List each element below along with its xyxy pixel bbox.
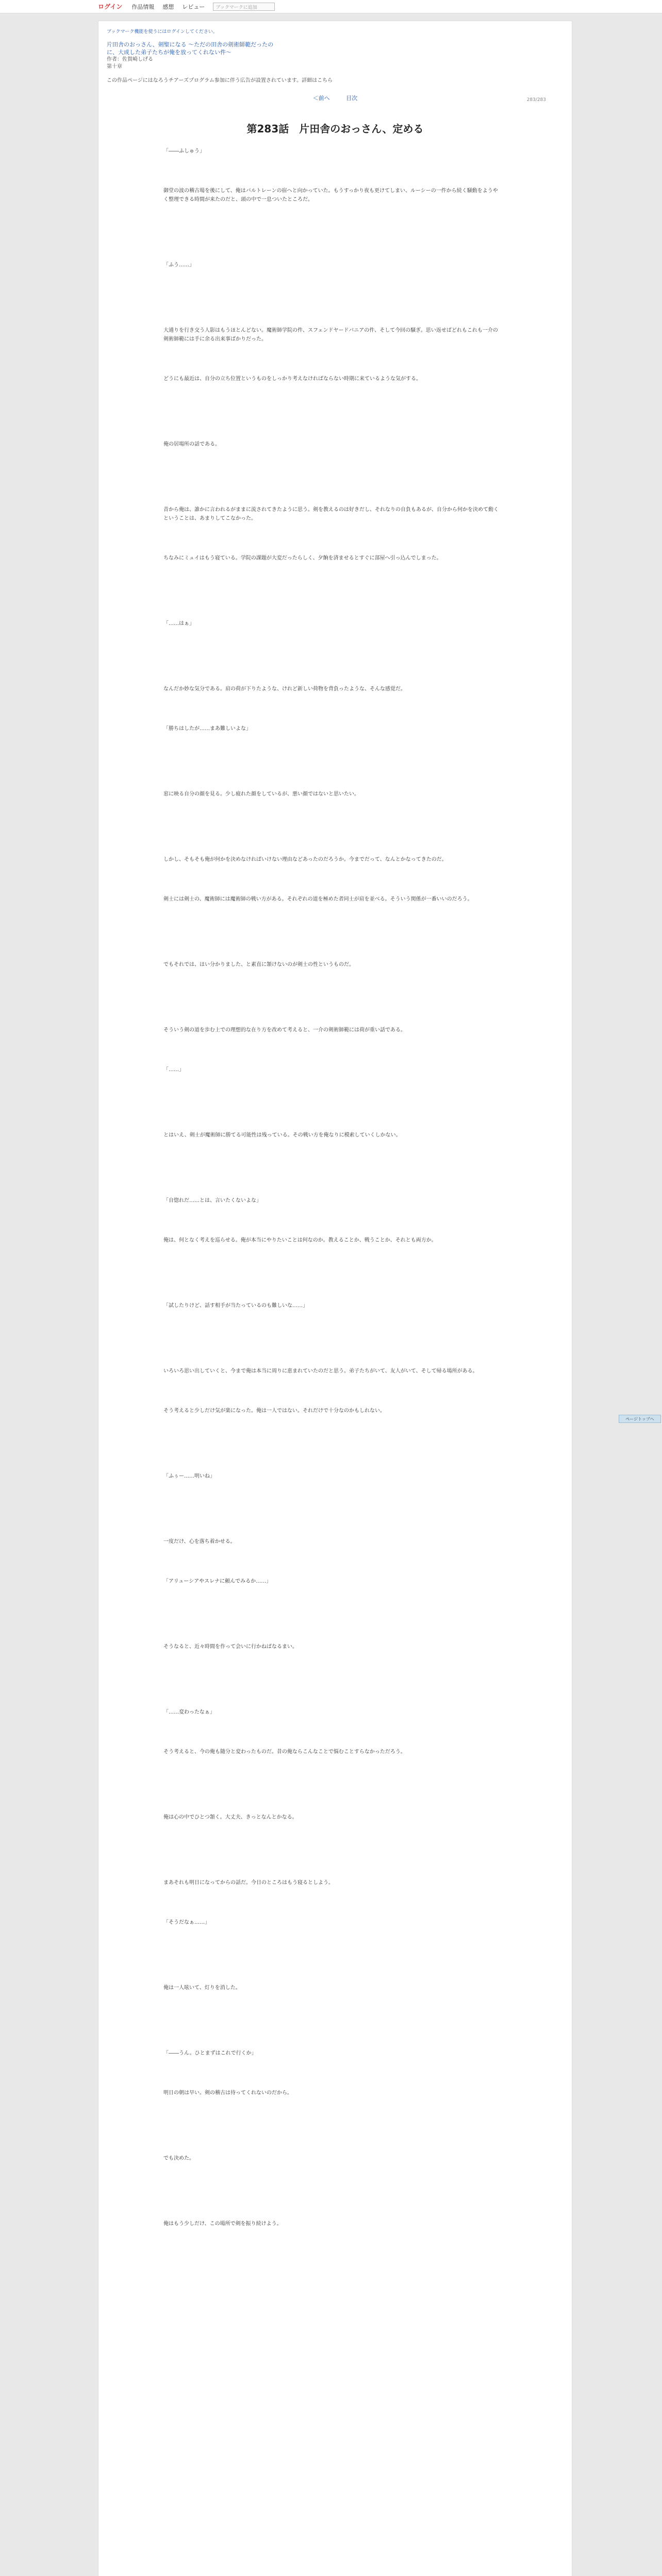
nav-link-comments[interactable]: 感想 <box>162 3 174 10</box>
body-paragraph: 「ふう……」 <box>163 262 194 268</box>
body-paragraph: 「勝ちはしたが……まあ難しいよな」 <box>163 726 251 732</box>
body-paragraph: 「ふぅー……明いね」 <box>163 1473 215 1479</box>
body-paragraph: そういう剣の道を歩む上での理想的な在り方を改めて考えると、一介の剣術師範には荷が重い話である。 <box>163 1027 406 1033</box>
body-paragraph: 俺は、何となく考えを巡らせる。俺が本当にやりたいことは何なのか。教えることか、戦うことか、それとも両方か。 <box>163 1238 437 1243</box>
body-paragraph: 「試したりけど、話す相手が当たっているのも難しいな……」 <box>163 1303 308 1309</box>
body-paragraph: ちなみにミュイはもう寝ている。学院の課題が大変だったらしく、夕餉を済ませるとすぐに部屋へ引っ込んでしまった。 <box>163 555 442 561</box>
login-notice-link[interactable]: ブックマーク機能を使うにはログインしてください。 <box>107 29 218 35</box>
body-paragraph: 剣士には剣士の、魔術師には魔術師の戦い方がある。それぞれの道を極めた者同士が肩を並べる。そういう関係が一番いいのだろう。 <box>163 896 473 902</box>
table-of-contents-link[interactable]: 目次 <box>346 95 358 101</box>
chapter-counter: 283/283 <box>526 97 546 103</box>
body-paragraph: 昔から俺は、誰かに言われるがままに流されてきたように思う。剣を教えるのは好きだし、それなりの自負もあるが、自分から何かを決めて動くということは、あまりしてこなかった。 <box>163 507 499 521</box>
body-paragraph: でも決めた。 <box>163 2156 194 2161</box>
bookmark-button[interactable]: ブックマークに追加 <box>213 3 275 11</box>
body-paragraph: 「――うん。ひとまずはこれで行くか」 <box>163 2050 257 2056</box>
body-paragraph: そう考えると、今の俺も随分と変わったものだ。昔の俺ならこんなことで悩むことすらなかっただろう。 <box>163 1749 406 1755</box>
body-paragraph: 一度だけ、心を落ち着かせる。 <box>163 1539 236 1545</box>
login-notice <box>107 28 564 36</box>
chapter-body <box>163 147 499 2228</box>
chapter-title: 第283話 片田舎のおっさん、定める <box>246 123 424 135</box>
chapter-group-label: 第十章 <box>107 64 122 70</box>
body-paragraph: まあそれも明日になってからの話だ。今日のところはもう寝るとしよう。 <box>163 1880 334 1886</box>
body-paragraph: しかし、そもそも俺が何かを決めなければいけない理由などあったのだろうか。今までだって、なんとかなってきたのだ。 <box>163 857 447 862</box>
chapter-page <box>98 21 572 2576</box>
login-link[interactable]: ログイン <box>98 3 123 10</box>
body-paragraph: 明日の朝は早い。剣の稽古は待ってくれないのだから。 <box>163 2090 292 2096</box>
body-paragraph: 俺の居場所の話である。 <box>163 442 220 447</box>
nav-link-reviews[interactable]: レビュー <box>182 3 205 10</box>
body-paragraph: 御堂の波の稽古場を後にして、俺はバルトレーンの宿へと向かっていた。もうすっかり夜も更けてしまい、ルーシーの一件から続く騒動をようやく整理できる時間が来たのだと、頭の中で一息ついたところだ。 <box>163 188 498 202</box>
ad-notice: この作品ページにはなろうチアーズプログラム参加に伴う広告が設置されています。詳細はこちら <box>107 78 333 83</box>
body-paragraph: なんだか妙な気分である。肩の荷が下りたような、けれど新しい荷物を背負ったような、そんな感覚だ。 <box>163 686 406 692</box>
chapter-navigation <box>107 94 564 102</box>
page-top-button[interactable]: ページトップへ <box>619 1415 661 1423</box>
body-paragraph: 大通りを行き交う人影はもうほとんどない。魔術師学院の件、スフェンドヤードバニアの件、そして今回の騒ぎ。思い返せばどれもこれも一介の剣術師範には手に余る出来事ばかりだった。 <box>163 328 498 342</box>
body-paragraph: とはいえ、剣士が魔術師に勝てる可能性は残っている。その戦い方を俺なりに模索していくしかない。 <box>163 1132 401 1138</box>
body-paragraph: 「……」 <box>163 1067 184 1073</box>
body-paragraph: 「……変わったなぁ」 <box>163 1709 215 1715</box>
body-paragraph: 「……はぁ」 <box>163 621 194 626</box>
prev-chapter-link[interactable]: ＜前へ <box>312 95 330 101</box>
body-paragraph: いろいろ思い出していくと、今まで俺は本当に周りに恵まれていたのだと思う。弟子たちがいて、友人がいて、そして帰る場所がある。 <box>163 1368 478 1374</box>
body-paragraph: そうなると、近々時間を作って会いに行かねばなるまい。 <box>163 1644 297 1650</box>
author-name[interactable]: 作者：佐賀崎しげる <box>107 57 153 62</box>
series-title-link[interactable]: 片田舎のおっさん、剣聖になる ～ただの田舎の剣術師範だったのに、大成した弟子たちが俺を放ってくれない件～ <box>107 41 274 56</box>
body-paragraph: 窓に映る自分の顔を見る。少し疲れた顔をしているが、悪い顔ではないと思いたい。 <box>163 791 359 797</box>
body-paragraph: 俺は一人呟いて、灯りを消した。 <box>163 1985 241 1991</box>
body-paragraph: どうにも最近は、自分の立ち位置というものをしっかり考えなければならない時期に来ているような気がする。 <box>163 376 421 382</box>
body-paragraph: でもそれでは、はい分かりました、と素直に頷けないのが剣士の性というものだ。 <box>163 962 354 968</box>
body-paragraph: 「アリューシアやスレナに頼んでみるか……」 <box>163 1579 272 1584</box>
body-paragraph: そう考えると少しだけ気が楽になった。俺は一人ではない。それだけで十分なのかもしれない。 <box>163 1408 385 1414</box>
body-paragraph: 俺はもう少しだけ、この場所で剣を振り続けよう。 <box>163 2221 282 2227</box>
body-paragraph: 「自惚れだ……とは、言いたくないよな」 <box>163 1198 261 1204</box>
body-paragraph: 「――ふしゅう」 <box>163 148 205 154</box>
body-paragraph: 俺は心の中でひとつ頷く。大丈夫、きっとなんとかなる。 <box>163 1815 297 1820</box>
top-navigation-bar <box>0 0 662 13</box>
body-paragraph: 「そうだなぁ……」 <box>163 1920 210 1925</box>
nav-link-info[interactable]: 作品情報 <box>131 3 155 10</box>
